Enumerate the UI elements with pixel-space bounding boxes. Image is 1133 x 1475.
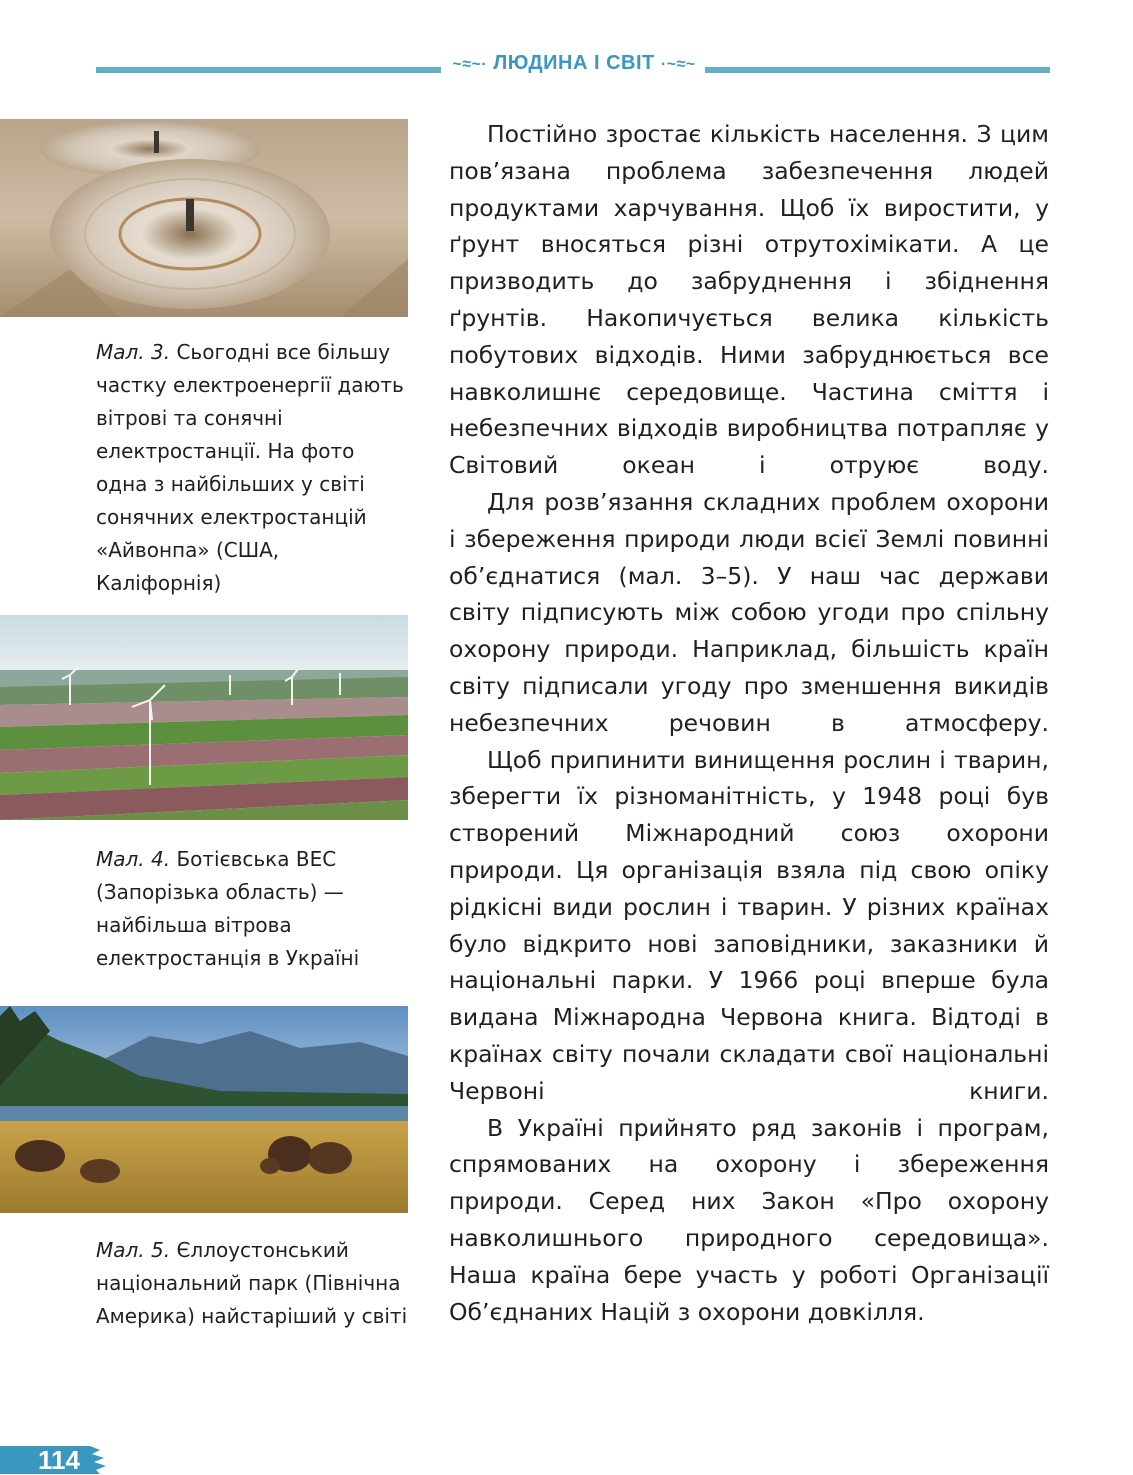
solar-plant-photo bbox=[0, 119, 408, 317]
figure-5-caption bbox=[96, 1234, 408, 1333]
page-number: 114 bbox=[38, 1445, 80, 1475]
paragraph: Щоб припинити винищення рослин і тварин, зберегти їх різноманітність, у 1948 році був створений Міжнародний союз охорони природи. Ця організація взяла під свою опіку рідкісні види рослин і тварин. У різних країнах було відкрито нові заповідники, заказники й національні парки. У 1966 році вперше була видана Міжнародна Червона книга. Відтоді в країнах світу почали складати свої національні Червоні книги. bbox=[449, 745, 1049, 1105]
main-text bbox=[449, 116, 1049, 1330]
paragraph: Для розв’язання складних проблем охорони і збереження природи люди всієї Землі повинні об’єднатися (мал. 3–5). У наш час держави світу підписують між собою угоди про спільну охорону природи. Наприклад, більшість країн світу підписали угоду про зменшення викидів небезпечних речовин в атмосферу. bbox=[449, 487, 1049, 737]
paragraph: В Україні прийнято ряд законів і програм, спрямованих на охорону і збереження природи. Серед них Закон «Про охорону навколишнього природного середовища». Наша країна бере участь у роботі Організації Об’єднаних Націй з охорони довкілля. bbox=[449, 1113, 1049, 1326]
header-rule-left bbox=[96, 67, 441, 73]
bison-park-photo bbox=[0, 1006, 408, 1213]
figure-4-text: Ботієвська ВЕС (Запорізька область) — найбільша вітрова електростанція в Україні bbox=[96, 847, 360, 970]
wave-ornament-left-icon: ~≈~· bbox=[452, 56, 488, 73]
figure-3-text: Сьогодні все більшу частку електроенергії дають вітрові та сонячні електростанції. На фото одна з найбільших у світі сонячних електростанцій «Айвонпа» (США, Каліфорнія) bbox=[96, 340, 404, 595]
figure-4-caption bbox=[96, 843, 408, 975]
paragraph: Постійно зростає кількість населення. З цим пов’язана проблема забезпечення людей продуктами харчування. Щоб їх виростити, у ґрунт вносяться різні отрутохімікати. А це призводить до забруднення і збіднення ґрунтів. Накопичується велика кількість побутових відходів. Ними забруднюється все навколишнє середовище. Частина сміття і небезпечних відходів виробництва потрапляє у Світовий океан і отруює воду. bbox=[449, 120, 1049, 480]
wave-ornament-right-icon: ·~≈~ bbox=[660, 56, 696, 73]
figure-5-label: Мал. 5. bbox=[96, 1238, 171, 1262]
figure-5-text: Єллоустонський національний парк (Північна Америка) найстаріший у світі bbox=[96, 1238, 408, 1328]
figure-4-label: Мал. 4. bbox=[96, 847, 171, 871]
section-header bbox=[445, 52, 703, 75]
figure-3-caption bbox=[96, 336, 408, 600]
figure-3-label: Мал. 3. bbox=[96, 340, 171, 364]
wind-farm-photo bbox=[0, 615, 408, 820]
section-title: ЛЮДИНА І СВІТ bbox=[493, 52, 655, 74]
header-rule-right bbox=[705, 67, 1050, 73]
